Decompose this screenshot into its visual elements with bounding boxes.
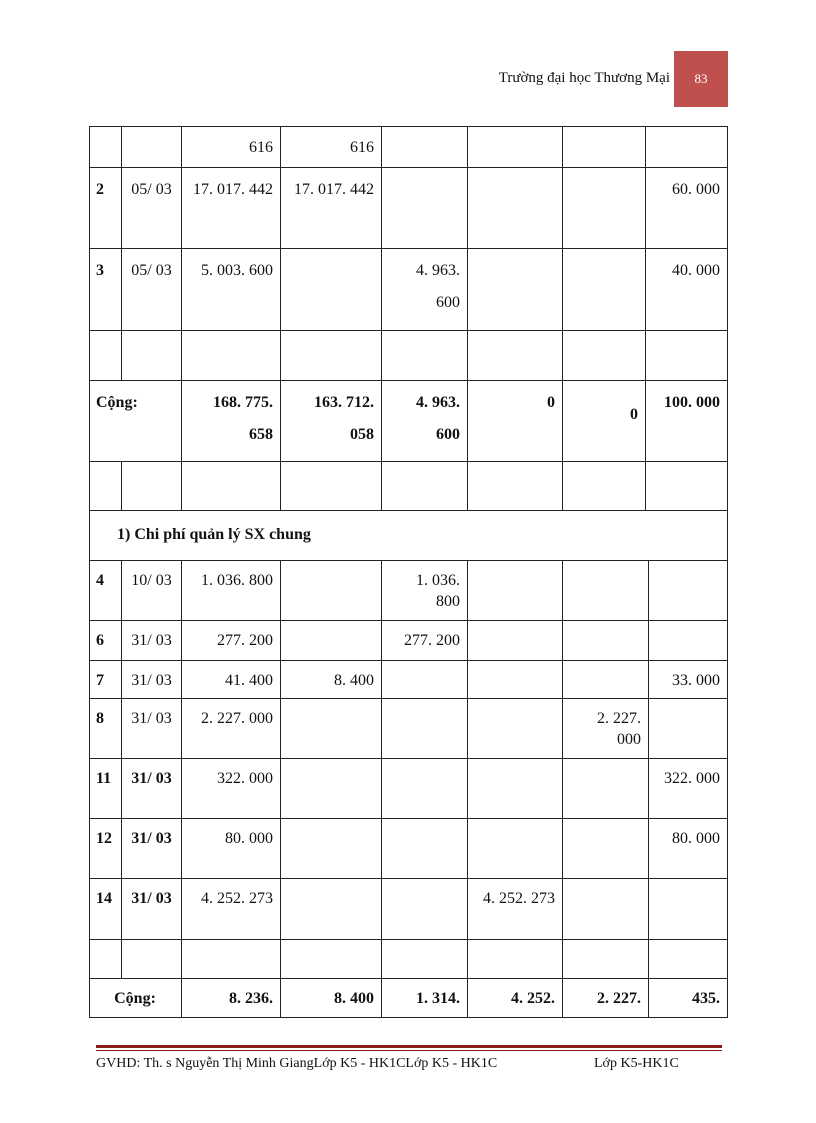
- table-cell: [382, 661, 468, 699]
- table-cell: [281, 879, 382, 940]
- table-cell: [382, 462, 468, 511]
- table-cell: 40. 000: [646, 249, 728, 331]
- table-cell: 4. 252. 273: [468, 879, 563, 940]
- table-cell: 31/ 03: [122, 621, 182, 661]
- table-cell: [122, 331, 182, 381]
- table-cell: [382, 168, 468, 249]
- table-cell: [563, 168, 646, 249]
- table-cell: [281, 819, 382, 879]
- footer-instructor-class: GVHD: Th. s Nguyễn Thị Minh GiangLớp K5 - HK1CLớp K5 - HK1C: [96, 1056, 498, 1071]
- table-cell: [281, 621, 382, 661]
- table-cell: 1. 036. 800: [182, 561, 281, 621]
- table-cell: 4. 963. 600: [382, 381, 468, 462]
- table-cell: 31/ 03: [122, 699, 182, 759]
- table-cell: [182, 462, 281, 511]
- table-cell: 0: [563, 381, 646, 462]
- table-cell: 5. 003. 600: [182, 249, 281, 331]
- table-cell: [649, 621, 728, 661]
- table-cell: 80. 000: [182, 819, 281, 879]
- table-cell: 31/ 03: [122, 819, 182, 879]
- table-cell: 80. 000: [649, 819, 728, 879]
- table-cell: [468, 462, 563, 511]
- table-cell: 616: [281, 126, 382, 168]
- table-cell: [468, 699, 563, 759]
- table-cell: 8: [89, 699, 122, 759]
- table-cell: [89, 331, 122, 381]
- section-heading: 1) Chi phí quản lý SX chung: [89, 511, 728, 561]
- table-cell: [89, 126, 122, 168]
- footer-rule-thin: [96, 1050, 722, 1051]
- table-cell: 41. 400: [182, 661, 281, 699]
- page-number-badge: 83: [674, 51, 728, 107]
- table-cell: [563, 331, 646, 381]
- table-cell: 8. 400: [281, 661, 382, 699]
- table-cell: [468, 126, 563, 168]
- table-cell: [468, 249, 563, 331]
- table-cell: [649, 561, 728, 621]
- table-cell: [281, 331, 382, 381]
- table-cell: [468, 331, 563, 381]
- table-cell: 17. 017. 442: [182, 168, 281, 249]
- footer-class: Lớp K5-HK1C: [594, 1056, 679, 1071]
- table-cell: 31/ 03: [122, 879, 182, 940]
- table-cell: 31/ 03: [122, 661, 182, 699]
- table-cell: [468, 759, 563, 819]
- table-cell: [563, 879, 649, 940]
- table-cell: [646, 126, 728, 168]
- table-cell: [382, 940, 468, 979]
- table-cell: [646, 331, 728, 381]
- table-cell: 2. 227. 000: [182, 699, 281, 759]
- table-cell: 8. 400: [281, 979, 382, 1018]
- table-cell: [563, 621, 649, 661]
- table-cell: [281, 249, 382, 331]
- table-cell: 4. 252. 273: [182, 879, 281, 940]
- table-cell: 17. 017. 442: [281, 168, 382, 249]
- table-cell: 0: [468, 381, 563, 462]
- table-cell: [563, 819, 649, 879]
- table-cell: 168. 775. 658: [182, 381, 281, 462]
- table-cell: [122, 940, 182, 979]
- table-cell: [563, 462, 646, 511]
- table-cell: [382, 699, 468, 759]
- page-header-title: Trường đại học Thương Mại: [498, 70, 670, 86]
- table-cell: [281, 940, 382, 979]
- table-cell: [281, 561, 382, 621]
- table-cell: [122, 462, 182, 511]
- table-cell: [281, 759, 382, 819]
- table-cell: 33. 000: [649, 661, 728, 699]
- table-cell: 1. 036. 800: [382, 561, 468, 621]
- table-cell: [122, 126, 182, 168]
- table-cell: [468, 661, 563, 699]
- table-cell: [468, 819, 563, 879]
- table-cell: 60. 000: [646, 168, 728, 249]
- table-cell: 4: [89, 561, 122, 621]
- table-cell: [468, 561, 563, 621]
- table-cell: [563, 561, 649, 621]
- table-cell: [563, 940, 649, 979]
- table-cell: 6: [89, 621, 122, 661]
- table-cell: 3: [89, 249, 122, 331]
- table-cell: [649, 940, 728, 979]
- table-cell: 2. 227.: [563, 979, 649, 1018]
- total-label-cell: Cộng:: [89, 979, 182, 1018]
- table-cell: 8. 236.: [182, 979, 281, 1018]
- footer-rule-thick: [96, 1045, 722, 1048]
- table-cell: [382, 126, 468, 168]
- table-cell: 2: [89, 168, 122, 249]
- table-cell: [281, 699, 382, 759]
- table-cell: 4. 252.: [468, 979, 563, 1018]
- table-cell: 14: [89, 879, 122, 940]
- table-cell: 7: [89, 661, 122, 699]
- table-cell: [89, 940, 122, 979]
- table-cell: [649, 699, 728, 759]
- table-cell: [563, 126, 646, 168]
- table-cell: 4. 963. 600: [382, 249, 468, 331]
- table-cell: [89, 462, 122, 511]
- table-cell: [182, 940, 281, 979]
- table-cell: 11: [89, 759, 122, 819]
- table-cell: [468, 168, 563, 249]
- table-cell: 1. 314.: [382, 979, 468, 1018]
- table-cell: 277. 200: [382, 621, 468, 661]
- total-label-cell: Cộng:: [89, 381, 182, 462]
- table-cell: [563, 759, 649, 819]
- table-cell: [382, 759, 468, 819]
- table-cell: [646, 462, 728, 511]
- table-cell: [649, 879, 728, 940]
- table-cell: [468, 940, 563, 979]
- table-cell: [182, 331, 281, 381]
- table-cell: 31/ 03: [122, 759, 182, 819]
- table-cell: [281, 462, 382, 511]
- table-cell: 12: [89, 819, 122, 879]
- table-cell: [382, 819, 468, 879]
- table-cell: 322. 000: [182, 759, 281, 819]
- table-cell: 163. 712. 058: [281, 381, 382, 462]
- table-cell: 616: [182, 126, 281, 168]
- table-cell: 10/ 03: [122, 561, 182, 621]
- table-cell: [468, 621, 563, 661]
- table-cell: 435.: [649, 979, 728, 1018]
- table-cell: [382, 879, 468, 940]
- table-cell: [563, 249, 646, 331]
- table-cell: 05/ 03: [122, 249, 182, 331]
- table-cell: 2. 227. 000: [563, 699, 649, 759]
- table-cell: 100. 000: [646, 381, 728, 462]
- table-cell: 05/ 03: [122, 168, 182, 249]
- table-cell: 277. 200: [182, 621, 281, 661]
- table-cell: [563, 661, 649, 699]
- table-cell: 322. 000: [649, 759, 728, 819]
- table-cell: [382, 331, 468, 381]
